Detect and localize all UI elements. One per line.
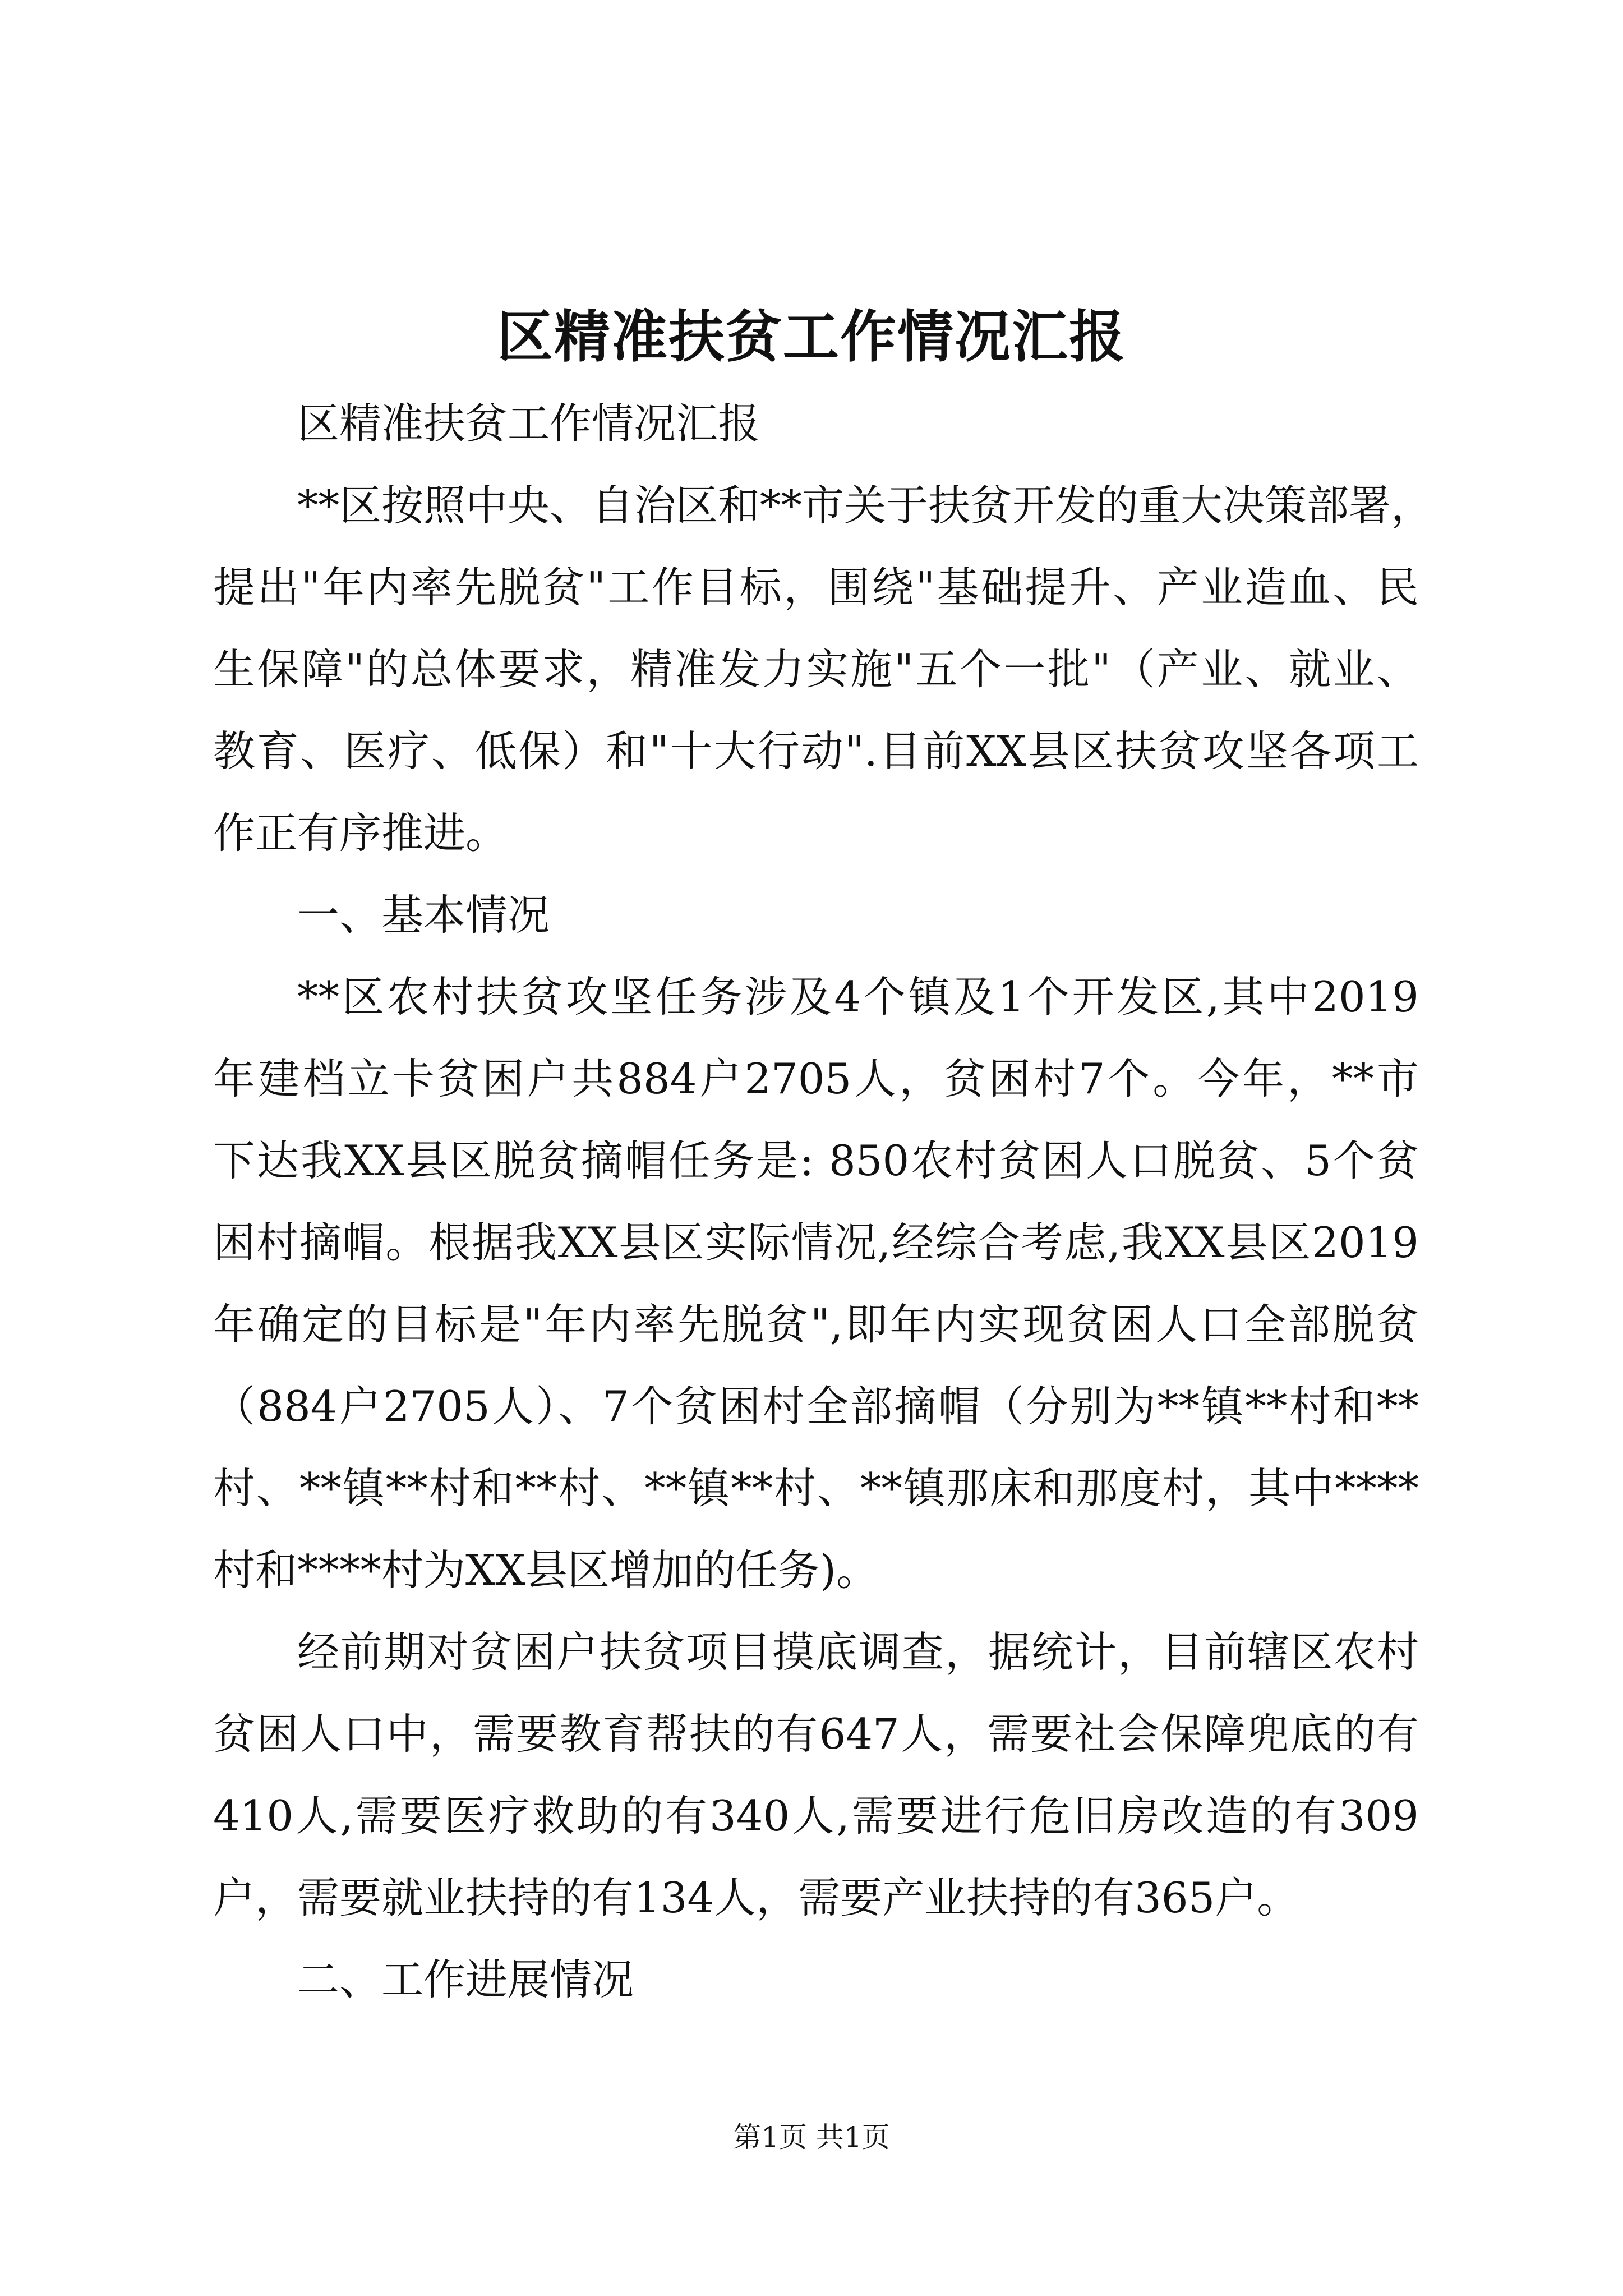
paragraph-basic-line: **区农村扶贫攻坚任务涉及4个镇及1个开发区,其中2019 [297,972,1419,1022]
section-heading-basic: 一、基本情况 [297,890,550,940]
paragraph-survey-line: 贫困人口中，需要教育帮扶的有647人，需要社会保障兜底的有 [213,1709,1419,1759]
document-body [213,383,1433,2021]
paragraph-basic-line: 年确定的目标是"年内率先脱贫",即年内实现贫困人口全部脱贫 [213,1300,1419,1349]
paragraph-survey-line: 户，需要就业扶持的有134人，需要产业扶持的有365户。 [213,1873,1299,1922]
paragraph-survey-line: 经前期对贫困户扶贫项目摸底调查，据统计，目前辖区农村 [297,1627,1419,1677]
section-heading-progress: 二、工作进展情况 [297,1955,634,2004]
paragraph-basic-line: 村和****村为XX县区增加的任务)。 [213,1545,879,1595]
paragraph-subtitle: 区精准扶贫工作情况汇报 [297,399,760,448]
paragraph-basic-line: 困村摘帽。根据我XX县区实际情况,经综合考虑,我XX县区2019 [213,1218,1419,1267]
paragraph-intro-line: 教育、医疗、低保）和"十大行动".目前XX县区扶贫攻坚各项工 [213,726,1419,776]
paragraph-intro-line: **区按照中央、自治区和**市关于扶贫开发的重大决策部署， [297,481,1433,530]
paragraph-intro-line: 提出"年内率先脱贫"工作目标，围绕"基础提升、产业造血、民 [213,563,1419,612]
page-footer: 第1页 共1页 [733,2121,890,2154]
paragraph-intro-line: 作正有序推进。 [213,808,508,858]
document-title: 区精准扶贫工作情况汇报 [497,303,1126,370]
paragraph-intro-line: 生保障"的总体要求，精准发力实施"五个一批"（产业、就业、 [213,645,1419,694]
paragraph-basic-line: （884户2705人）、7个贫困村全部摘帽（分别为**镇**村和** [213,1382,1419,1431]
paragraph-survey-line: 410人,需要医疗救助的有340人,需要进行危旧房改造的有309 [213,1791,1419,1841]
paragraph-basic-line: 村、**镇**村和**村、**镇**村、**镇那床和那度村，其中**** [213,1464,1419,1513]
paragraph-basic-line: 年建档立卡贫困户共884户2705人，贫困村7个。今年，**市 [213,1054,1419,1103]
paragraph-basic-line: 下达我XX县区脱贫摘帽任务是: 850农村贫困人口脱贫、5个贫 [213,1136,1419,1185]
